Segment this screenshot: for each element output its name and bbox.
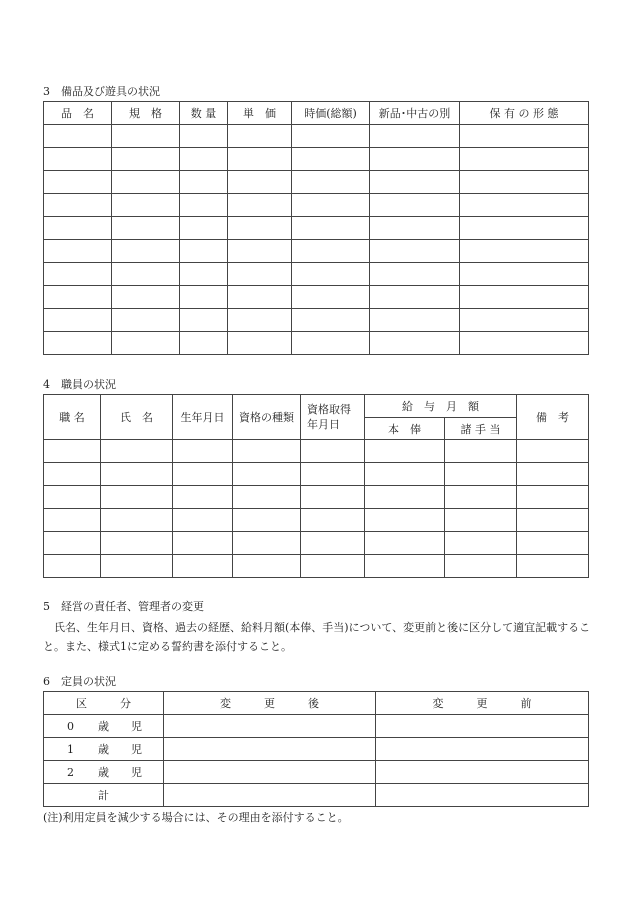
age2-number: 2 bbox=[67, 766, 74, 779]
equipment-cell[interactable] bbox=[180, 171, 228, 194]
equipment-cell[interactable] bbox=[112, 286, 180, 309]
capacity-row-total bbox=[44, 784, 589, 807]
equipment-cell[interactable] bbox=[44, 240, 112, 263]
capacity-row-age2 bbox=[44, 761, 589, 784]
staff-header-row-1 bbox=[44, 395, 589, 418]
equipment-cell[interactable] bbox=[180, 309, 228, 332]
equipment-row bbox=[44, 240, 589, 263]
equipment-row bbox=[44, 194, 589, 217]
equipment-cell[interactable] bbox=[228, 171, 292, 194]
equipment-cell[interactable] bbox=[180, 148, 228, 171]
equipment-cell[interactable] bbox=[112, 194, 180, 217]
age0-after-cell[interactable] bbox=[164, 715, 376, 738]
header-category: 区 分 bbox=[44, 692, 164, 715]
age0-label bbox=[44, 715, 164, 738]
equipment-row bbox=[44, 148, 589, 171]
equipment-cell[interactable] bbox=[112, 217, 180, 240]
equipment-cell[interactable] bbox=[44, 217, 112, 240]
staff-row bbox=[44, 555, 589, 578]
staff-cell[interactable] bbox=[233, 486, 301, 509]
equipment-cell[interactable] bbox=[460, 240, 589, 263]
equipment-cell[interactable] bbox=[370, 171, 460, 194]
staff-cell[interactable] bbox=[365, 532, 445, 555]
equipment-cell[interactable] bbox=[370, 240, 460, 263]
equipment-cell[interactable] bbox=[460, 332, 589, 355]
section3-heading: 3 備品及び遊具の状況 bbox=[43, 85, 160, 98]
header-item-name: 品 名 bbox=[44, 102, 112, 125]
section6-note: (注)利用定員を減少する場合には、その理由を添付すること。 bbox=[43, 811, 349, 824]
staff-cell[interactable] bbox=[233, 509, 301, 532]
equipment-cell[interactable] bbox=[112, 148, 180, 171]
age1-ji: 児 bbox=[131, 743, 142, 756]
staff-cell[interactable] bbox=[301, 555, 365, 578]
staff-cell[interactable] bbox=[517, 486, 589, 509]
capacity-header-row bbox=[44, 692, 589, 715]
equipment-cell[interactable] bbox=[460, 125, 589, 148]
staff-cell[interactable] bbox=[301, 463, 365, 486]
equipment-cell[interactable] bbox=[44, 148, 112, 171]
age0-before-cell[interactable] bbox=[376, 715, 589, 738]
equipment-cell[interactable] bbox=[180, 263, 228, 286]
staff-cell[interactable] bbox=[44, 555, 101, 578]
staff-cell[interactable] bbox=[101, 509, 173, 532]
staff-cell[interactable] bbox=[233, 463, 301, 486]
equipment-cell[interactable] bbox=[292, 217, 370, 240]
equipment-cell[interactable] bbox=[44, 309, 112, 332]
staff-cell[interactable] bbox=[44, 463, 101, 486]
staff-cell[interactable] bbox=[517, 532, 589, 555]
header-unit-price: 単 価 bbox=[228, 102, 292, 125]
section4-heading: 4 職員の状況 bbox=[43, 378, 116, 391]
equipment-header-row bbox=[44, 102, 589, 125]
equipment-cell[interactable] bbox=[112, 125, 180, 148]
staff-cell[interactable] bbox=[44, 486, 101, 509]
header-remarks: 備 考 bbox=[517, 395, 589, 440]
equipment-cell[interactable] bbox=[370, 217, 460, 240]
equipment-cell[interactable] bbox=[292, 171, 370, 194]
equipment-cell[interactable] bbox=[228, 148, 292, 171]
equipment-cell[interactable] bbox=[370, 125, 460, 148]
header-ownership-type: 保 有 の 形 態 bbox=[460, 102, 589, 125]
equipment-cell[interactable] bbox=[44, 332, 112, 355]
equipment-cell[interactable] bbox=[180, 125, 228, 148]
staff-cell[interactable] bbox=[101, 463, 173, 486]
header-qualification-date bbox=[301, 395, 365, 440]
staff-cell[interactable] bbox=[301, 486, 365, 509]
equipment-cell[interactable] bbox=[44, 125, 112, 148]
staff-cell[interactable] bbox=[233, 440, 301, 463]
header-birthdate: 生年月日 bbox=[173, 395, 233, 440]
staff-table bbox=[43, 394, 589, 578]
staff-cell[interactable] bbox=[44, 532, 101, 555]
equipment-cell[interactable] bbox=[180, 194, 228, 217]
staff-cell[interactable] bbox=[101, 440, 173, 463]
qualification-date-line2: 年月日 bbox=[307, 418, 340, 431]
equipment-cell[interactable] bbox=[292, 309, 370, 332]
header-new-used: 新品･中古の別 bbox=[370, 102, 460, 125]
equipment-cell[interactable] bbox=[370, 286, 460, 309]
equipment-cell[interactable] bbox=[370, 309, 460, 332]
staff-cell[interactable] bbox=[365, 555, 445, 578]
equipment-cell[interactable] bbox=[228, 286, 292, 309]
equipment-cell[interactable] bbox=[370, 332, 460, 355]
age0-number: 0 bbox=[67, 720, 74, 733]
staff-cell[interactable] bbox=[517, 440, 589, 463]
staff-cell[interactable] bbox=[173, 486, 233, 509]
header-allowances: 諸 手 当 bbox=[445, 418, 517, 440]
staff-cell[interactable] bbox=[445, 486, 517, 509]
equipment-cell[interactable] bbox=[44, 194, 112, 217]
staff-cell[interactable] bbox=[445, 532, 517, 555]
age1-before-cell[interactable] bbox=[376, 738, 589, 761]
staff-cell[interactable] bbox=[173, 532, 233, 555]
equipment-cell[interactable] bbox=[112, 240, 180, 263]
equipment-cell[interactable] bbox=[228, 217, 292, 240]
equipment-cell[interactable] bbox=[228, 194, 292, 217]
staff-row bbox=[44, 532, 589, 555]
staff-cell[interactable] bbox=[365, 486, 445, 509]
equipment-cell[interactable] bbox=[112, 171, 180, 194]
equipment-cell[interactable] bbox=[460, 194, 589, 217]
equipment-cell[interactable] bbox=[180, 286, 228, 309]
age0-ji: 児 bbox=[131, 720, 142, 733]
staff-cell[interactable] bbox=[101, 532, 173, 555]
age1-label bbox=[44, 738, 164, 761]
staff-cell[interactable] bbox=[445, 440, 517, 463]
capacity-row-age1 bbox=[44, 738, 589, 761]
staff-cell[interactable] bbox=[233, 532, 301, 555]
equipment-cell[interactable] bbox=[228, 263, 292, 286]
header-job-title: 職 名 bbox=[44, 395, 101, 440]
section5-heading: 5 経営の責任者、管理者の変更 bbox=[43, 600, 204, 613]
equipment-cell[interactable] bbox=[460, 286, 589, 309]
header-qualification-type: 資格の種類 bbox=[233, 395, 301, 440]
equipment-cell[interactable] bbox=[112, 263, 180, 286]
equipment-cell[interactable] bbox=[292, 148, 370, 171]
equipment-cell[interactable] bbox=[228, 240, 292, 263]
equipment-cell[interactable] bbox=[112, 332, 180, 355]
header-name: 氏 名 bbox=[101, 395, 173, 440]
age2-ji: 児 bbox=[131, 766, 142, 779]
equipment-cell[interactable] bbox=[292, 125, 370, 148]
total-after-cell[interactable] bbox=[164, 784, 376, 807]
staff-cell[interactable] bbox=[233, 555, 301, 578]
staff-cell[interactable] bbox=[173, 509, 233, 532]
equipment-cell[interactable] bbox=[180, 332, 228, 355]
staff-cell[interactable] bbox=[365, 509, 445, 532]
equipment-row bbox=[44, 332, 589, 355]
header-quantity: 数 量 bbox=[180, 102, 228, 125]
equipment-cell[interactable] bbox=[292, 240, 370, 263]
staff-cell[interactable] bbox=[44, 440, 101, 463]
staff-cell[interactable] bbox=[44, 509, 101, 532]
equipment-table bbox=[43, 101, 589, 355]
section5-paragraph: 氏名、生年月日、資格、過去の経歴、給料月額(本俸、手当)について、変更前と後に区分して適宜記載すること。また、様式1に定める誓約書を添付すること。 bbox=[43, 621, 591, 653]
header-base-salary: 本 俸 bbox=[365, 418, 445, 440]
equipment-cell[interactable] bbox=[460, 217, 589, 240]
equipment-cell[interactable] bbox=[370, 148, 460, 171]
staff-row bbox=[44, 463, 589, 486]
equipment-cell[interactable] bbox=[460, 148, 589, 171]
header-before-change: 変 更 前 bbox=[376, 692, 589, 715]
staff-cell[interactable] bbox=[517, 555, 589, 578]
staff-cell[interactable] bbox=[301, 509, 365, 532]
equipment-row bbox=[44, 171, 589, 194]
header-market-value: 時価(総額) bbox=[292, 102, 370, 125]
staff-row bbox=[44, 486, 589, 509]
total-label: 計 bbox=[44, 784, 164, 807]
header-spec: 規 格 bbox=[112, 102, 180, 125]
equipment-row bbox=[44, 217, 589, 240]
equipment-cell[interactable] bbox=[44, 171, 112, 194]
equipment-cell[interactable] bbox=[180, 240, 228, 263]
staff-cell[interactable] bbox=[445, 463, 517, 486]
staff-cell[interactable] bbox=[301, 532, 365, 555]
equipment-cell[interactable] bbox=[180, 217, 228, 240]
total-before-cell[interactable] bbox=[376, 784, 589, 807]
staff-cell[interactable] bbox=[173, 463, 233, 486]
staff-cell[interactable] bbox=[445, 509, 517, 532]
staff-cell[interactable] bbox=[173, 440, 233, 463]
staff-cell[interactable] bbox=[301, 440, 365, 463]
staff-cell[interactable] bbox=[101, 486, 173, 509]
staff-cell[interactable] bbox=[173, 555, 233, 578]
age1-after-cell[interactable] bbox=[164, 738, 376, 761]
age2-after-cell[interactable] bbox=[164, 761, 376, 784]
equipment-row bbox=[44, 263, 589, 286]
equipment-cell[interactable] bbox=[460, 171, 589, 194]
age2-sai: 歳 bbox=[98, 766, 109, 779]
age1-number: 1 bbox=[67, 743, 74, 756]
section5-body bbox=[43, 618, 591, 656]
staff-row bbox=[44, 440, 589, 463]
staff-row bbox=[44, 509, 589, 532]
equipment-cell[interactable] bbox=[292, 286, 370, 309]
staff-cell[interactable] bbox=[365, 463, 445, 486]
header-after-change: 変 更 後 bbox=[164, 692, 376, 715]
capacity-row-age0 bbox=[44, 715, 589, 738]
equipment-cell[interactable] bbox=[292, 194, 370, 217]
age0-sai: 歳 bbox=[98, 720, 109, 733]
equipment-cell[interactable] bbox=[112, 309, 180, 332]
equipment-cell[interactable] bbox=[228, 125, 292, 148]
capacity-table bbox=[43, 691, 589, 807]
staff-cell[interactable] bbox=[365, 440, 445, 463]
age2-before-cell[interactable] bbox=[376, 761, 589, 784]
staff-cell[interactable] bbox=[445, 555, 517, 578]
equipment-row bbox=[44, 309, 589, 332]
equipment-cell[interactable] bbox=[370, 263, 460, 286]
equipment-row bbox=[44, 286, 589, 309]
age2-label bbox=[44, 761, 164, 784]
section6-heading: 6 定員の状況 bbox=[43, 675, 116, 688]
staff-cell[interactable] bbox=[517, 463, 589, 486]
staff-cell[interactable] bbox=[517, 509, 589, 532]
equipment-cell[interactable] bbox=[228, 332, 292, 355]
equipment-cell[interactable] bbox=[44, 263, 112, 286]
equipment-cell[interactable] bbox=[44, 286, 112, 309]
age1-sai: 歳 bbox=[98, 743, 109, 756]
qualification-date-line1: 資格取得 bbox=[307, 403, 351, 416]
equipment-cell[interactable] bbox=[460, 309, 589, 332]
equipment-cell[interactable] bbox=[228, 309, 292, 332]
staff-cell[interactable] bbox=[101, 555, 173, 578]
equipment-cell[interactable] bbox=[292, 332, 370, 355]
equipment-cell[interactable] bbox=[292, 263, 370, 286]
equipment-cell[interactable] bbox=[460, 263, 589, 286]
equipment-row bbox=[44, 125, 589, 148]
equipment-cell[interactable] bbox=[370, 194, 460, 217]
header-monthly-salary: 給 与 月 額 bbox=[365, 395, 517, 418]
